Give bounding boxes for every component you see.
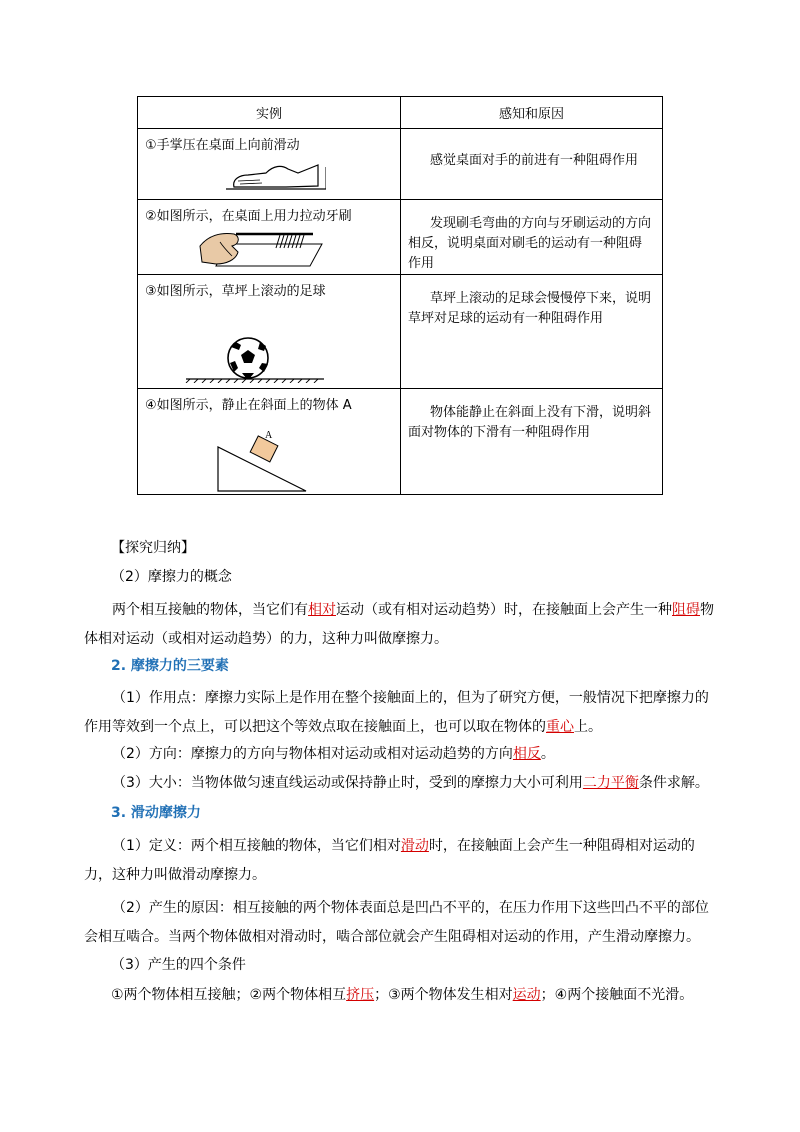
three-elements-heading: 2. 摩擦力的三要素 — [111, 658, 229, 674]
incline-block-figure — [216, 429, 308, 493]
direction-paragraph: （2）方向：摩擦力的方向与物体相对运动或相对运动趋势的方向相反。 — [112, 746, 555, 762]
header-reason: 感知和原因 — [401, 97, 663, 129]
example-text: ④如图所示，静止在斜面上的物体 A — [145, 398, 352, 413]
answer-blank: 阻碍 — [672, 602, 700, 618]
sliding-friction-heading: 3. 滑动摩擦力 — [111, 805, 201, 821]
reason-text: 草坪上滚动的足球会慢慢停下来，说明草坪对足球的运动有一种阻碍作用 — [408, 291, 652, 326]
example-text: ②如图所示，在桌面上用力拉动牙刷 — [145, 209, 352, 224]
reason-cell — [401, 389, 663, 495]
table-header-row — [138, 97, 663, 129]
definition-paragraph: （1）定义：两个相互接触的物体，当它们相对滑动时，在接触面上会产生一种阻碍相对运动的力，这种力叫做滑动摩擦力。 — [84, 838, 695, 883]
table-row — [138, 129, 663, 200]
answer-blank: 重心 — [546, 719, 574, 735]
cause-paragraph: （2）产生的原因：相互接触的两个物体表面总是凹凸不平的，在压力作用下这些凹凸不平的部位会相互啮合。当两个物体做相对滑动时，啮合部位就会产生阻碍相对运动的作用，产生滑动摩擦力。 — [84, 900, 709, 945]
soccer-ball-figure — [184, 333, 326, 383]
concept-paragraph: 两个相互接触的物体，当它们有相对运动（或有相对运动趋势）时，在接触面上会产生一种阻碍物体相对运动（或相对运动趋势）的力，这种力叫做摩擦力。 — [84, 602, 714, 647]
example-cell — [138, 389, 401, 495]
example-text: ③如图所示，草坪上滚动的足球 — [145, 284, 326, 299]
answer-blank: 运动 — [512, 987, 541, 1003]
header-example: 实例 — [138, 97, 401, 129]
answer-blank: 相反 — [512, 746, 541, 762]
table-row — [138, 389, 663, 495]
conditions-title: （3）产生的四个条件 — [111, 957, 246, 973]
conditions-paragraph: ①两个物体相互接触；②两个物体相互挤压；③两个物体发生相对运动；④两个接触面不光滑。 — [111, 987, 694, 1003]
example-cell — [138, 200, 401, 275]
answer-blank: 挤压 — [346, 987, 375, 1003]
reason-text: 物体能静止在斜面上没有下滑，说明斜面对物体的下滑有一种阻碍作用 — [408, 405, 652, 440]
summary-title: 【探究归纳】 — [111, 540, 195, 556]
example-cell — [138, 129, 401, 200]
reason-cell — [401, 200, 663, 275]
point-paragraph: （1）作用点：摩擦力实际上是作用在整个接触面上的，但为了研究方便，一般情况下把摩擦力的作用等效到一个点上，可以把这个等效点取在接触面上，也可以取在物体的重心上。 — [84, 690, 709, 735]
table-row — [138, 275, 663, 389]
example-cell — [138, 275, 401, 389]
reason-text: 发现刷毛弯曲的方向与牙刷运动的方向相反，说明桌面对刷毛的运动有一种阻碍作用 — [408, 216, 652, 271]
reason-cell — [401, 129, 663, 200]
examples-table — [137, 96, 663, 495]
block-label: A — [265, 430, 273, 441]
example-text: ①手掌压在桌面上向前滑动 — [145, 138, 300, 153]
toothbrush-figure — [198, 222, 323, 268]
answer-blank: 二力平衡 — [582, 775, 639, 791]
answer-blank: 滑动 — [400, 838, 429, 854]
concept-title: （2）摩擦力的概念 — [111, 569, 232, 585]
answer-blank: 相对 — [308, 602, 336, 618]
hand-on-table-figure — [226, 153, 326, 195]
reason-cell — [401, 275, 663, 389]
table-row — [138, 200, 663, 275]
magnitude-paragraph: （3）大小：当物体做匀速直线运动或保持静止时，受到的摩擦力大小可利用二力平衡条件求解。 — [112, 775, 709, 791]
reason-text: 感觉桌面对手的前进有一种阻碍作用 — [430, 153, 639, 168]
